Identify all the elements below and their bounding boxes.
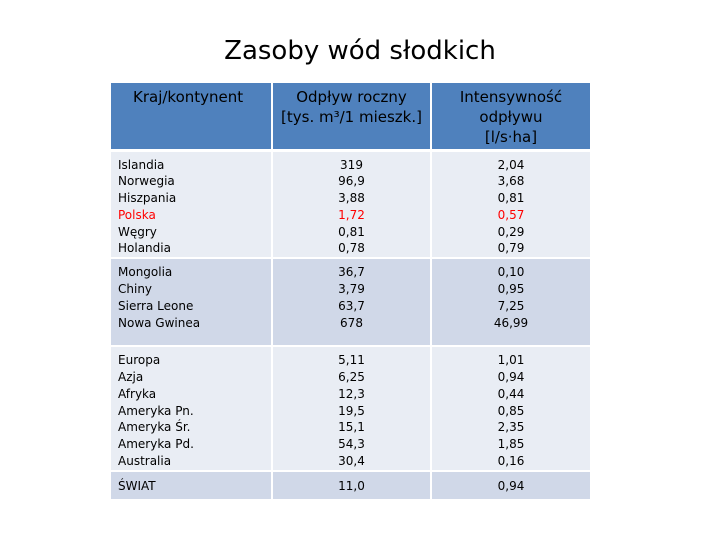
header-annual-runoff <box>272 83 431 150</box>
country-name: Australia <box>118 454 172 469</box>
header-country <box>111 83 272 150</box>
intensity-value: 2,35 <box>497 420 525 435</box>
country-name: Islandia <box>118 157 165 172</box>
intensity-value: 0,85 <box>497 403 525 418</box>
header-runoff-line: Odpływ roczny <box>296 88 407 106</box>
intensity-value: 0,29 <box>497 224 525 239</box>
table-cell-odplyw <box>272 346 431 471</box>
country-name: Mongolia <box>118 265 173 280</box>
country-name: Europa <box>118 353 161 368</box>
country-name: Afryka <box>118 386 157 401</box>
header-intensity-line: odpływu <box>479 108 543 126</box>
header-intensity-line: Intensywność <box>459 88 563 106</box>
table-cell-intensywnosc <box>431 258 590 346</box>
table-cell-odplyw <box>272 471 431 500</box>
header-runoff-intensity <box>431 83 590 150</box>
annual-runoff-value: 678 <box>340 315 363 330</box>
country-name: Ameryka Pn. <box>118 403 194 418</box>
intensity-value: 3,68 <box>497 174 525 189</box>
intensity-value: 0,16 <box>497 454 525 469</box>
header-runoff-unit: [tys. m³/1 mieszk.] <box>281 108 422 126</box>
intensity-value: 7,25 <box>497 298 525 313</box>
annual-runoff-value: 96,9 <box>338 174 365 189</box>
annual-runoff-value: 54,3 <box>338 437 365 452</box>
country-name: Ameryka Pd. <box>118 437 194 452</box>
table-cell-odplyw <box>272 150 431 258</box>
table-cell-names <box>111 346 272 471</box>
intensity-value: 46,99 <box>493 315 529 330</box>
annual-runoff-value: 3,79 <box>338 282 365 297</box>
annual-runoff-value: 15,1 <box>338 420 365 435</box>
country-name: Węgry <box>118 224 157 239</box>
country-name: Norwegia <box>118 174 175 189</box>
table-row <box>111 150 590 258</box>
header-intensity-unit: [l/s·ha] <box>484 128 538 146</box>
intensity-value: 1,01 <box>497 353 525 368</box>
country-name: Holandia <box>118 241 171 256</box>
country-name: Azja <box>118 370 144 385</box>
country-name: Polska <box>118 207 156 222</box>
country-name: Sierra Leone <box>118 298 194 313</box>
annual-runoff-value: 30,4 <box>338 454 365 469</box>
country-name: Ameryka Śr. <box>118 420 191 435</box>
table-cell-intensywnosc <box>431 471 590 500</box>
annual-runoff-value: 63,7 <box>338 298 365 313</box>
intensity-value: 0,57 <box>497 207 525 222</box>
intensity-value: 0,95 <box>497 282 525 297</box>
page-title: Zasoby wód słodkich <box>224 36 496 66</box>
table-cell-names <box>111 258 272 346</box>
annual-runoff-value: 11,0 <box>338 478 365 493</box>
annual-runoff-value: 0,78 <box>338 241 365 256</box>
intensity-value: 0,10 <box>497 265 525 280</box>
header-country-label: Kraj/kontynent <box>133 88 244 106</box>
annual-runoff-value: 1,72 <box>338 207 365 222</box>
annual-runoff-value: 319 <box>340 157 363 172</box>
water-resources-table <box>111 83 590 501</box>
intensity-value: 0,44 <box>497 386 525 401</box>
intensity-value: 0,79 <box>497 241 525 256</box>
country-name: Hiszpania <box>118 191 177 206</box>
annual-runoff-value: 19,5 <box>338 403 365 418</box>
country-name: Chiny <box>118 282 153 297</box>
annual-runoff-value: 12,3 <box>338 386 365 401</box>
table-cell-names <box>111 150 272 258</box>
annual-runoff-value: 0,81 <box>338 224 365 239</box>
table-cell-names <box>111 471 272 500</box>
annual-runoff-value: 5,11 <box>338 353 365 368</box>
intensity-value: 2,04 <box>497 157 525 172</box>
table-row <box>111 471 590 500</box>
table-cell-odplyw <box>272 258 431 346</box>
table-row <box>111 258 590 346</box>
annual-runoff-value: 36,7 <box>338 265 365 280</box>
annual-runoff-value: 3,88 <box>338 191 365 206</box>
table-cell-intensywnosc <box>431 346 590 471</box>
country-name: Nowa Gwinea <box>118 315 201 330</box>
intensity-value: 1,85 <box>497 437 525 452</box>
header-row <box>111 83 590 150</box>
table-row <box>111 346 590 471</box>
intensity-value: 0,94 <box>497 370 525 385</box>
table-cell-intensywnosc <box>431 150 590 258</box>
country-name: ŚWIAT <box>118 478 156 493</box>
intensity-value: 0,94 <box>497 478 525 493</box>
intensity-value: 0,81 <box>497 191 525 206</box>
annual-runoff-value: 6,25 <box>338 370 365 385</box>
